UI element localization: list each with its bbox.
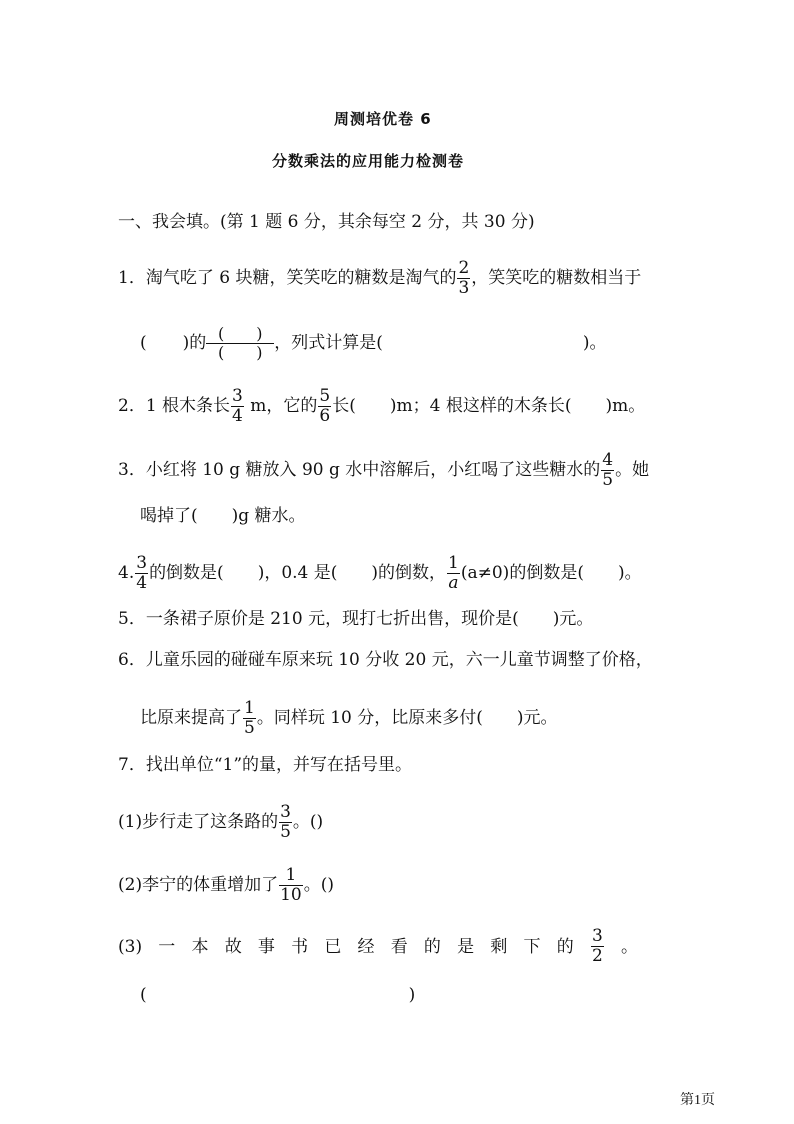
q6-frac-den: 5 (244, 718, 255, 738)
question-5: 5．一条裙子原价是 210 元，现打七折出售，现价是( )元。 (118, 609, 594, 629)
q7-s3-end: 。 (620, 936, 638, 957)
q2-f2-num: 5 (319, 386, 331, 406)
question-7-sub-3-answer[interactable] (140, 985, 415, 1005)
q3-text-b: 。她 (615, 460, 650, 480)
q7-s3-char: 下 (523, 936, 541, 957)
q7-s1-end: 。() (292, 812, 324, 832)
q4-fraction-2 (447, 554, 460, 593)
q6-fraction (243, 699, 256, 738)
q1-fraction (457, 259, 470, 298)
q3-text-a: 3．小红将 10 g 糖放入 90 g 水中溶解后，小红喝了这些糖水的 (118, 460, 601, 480)
q6-frac-num: 1 (244, 698, 255, 718)
q3-frac-num: 4 (602, 450, 614, 470)
q1-blank-fraction[interactable] (206, 325, 274, 362)
q3-frac-den: 5 (602, 470, 614, 490)
question-7-heading: 7．找出单位“1”的量，并写在括号里。 (118, 755, 413, 775)
q4-text-a: 的倒数是( )，0.4 是( )的倒数， (149, 563, 447, 583)
q7-s2-num: 1 (279, 866, 303, 886)
q7-s2-end: 。() (303, 875, 334, 895)
q7-s2-den: 10 (280, 885, 302, 905)
q7-s1-den: 5 (280, 822, 291, 842)
question-6-line-1: 6．儿童乐园的碰碰车原来玩 10 分收 20 元，六一儿童节调整了价格， (118, 650, 653, 670)
q6-text-a: 比原来提高了 (140, 708, 242, 728)
q7-s3-char: 的 (423, 936, 441, 957)
q7-s3-char: 书 (291, 936, 309, 957)
q7-s3-open-paren: ( (140, 985, 147, 1005)
question-4 (118, 554, 642, 593)
q4-f1-den: 4 (136, 573, 148, 593)
question-1-line-2 (140, 325, 607, 362)
q7-s3-char: 事 (257, 936, 275, 957)
q2-fraction-1 (231, 387, 244, 426)
q4-f1-num: 3 (136, 553, 148, 573)
q4-f2-den: a (448, 573, 459, 593)
q2-f2-den: 6 (319, 406, 331, 426)
page-title: 周测培优卷 6 (334, 110, 432, 128)
page-number: 第1页 (680, 1093, 715, 1108)
q2-f1-num: 3 (232, 386, 243, 406)
q7-s2-text: (2)李宁的体重增加了 (118, 875, 279, 895)
section-heading: 一、我会填。(第 1 题 6 分，其余每空 2 分，共 30 分) (118, 212, 535, 232)
q1-line2-mid: ，列式计算是( (274, 333, 383, 353)
q4-fraction-1 (135, 554, 148, 593)
q7-s1-fraction (279, 803, 292, 842)
q7-s2-fraction (279, 866, 303, 905)
q2-text-a: 2．1 根木条长 (118, 396, 231, 416)
question-2 (118, 387, 645, 426)
q1-text-b: ，笑笑吃的糖数相当于 (471, 268, 642, 288)
q4-prefix: 4. (118, 563, 135, 583)
question-1-line-1 (118, 259, 641, 298)
q7-s3-fraction (591, 927, 604, 966)
q7-s3-char: 本 (191, 936, 209, 957)
q7-s3-char: 是 (457, 936, 475, 957)
q7-s3-char: 的 (556, 936, 574, 957)
q7-s1-text: (1)步行走了这条路的 (118, 812, 279, 832)
q7-s3-char: 一 (158, 936, 176, 957)
question-3-line-1 (118, 451, 649, 490)
q1-frac-num: 2 (458, 258, 470, 278)
q7-s3-char: 剩 (490, 936, 508, 957)
q6-text-b: 。同样玩 10 分，比原来多付( )元。 (256, 708, 558, 728)
q7-s3-den: 2 (591, 946, 603, 966)
q1-blank-den: ( ) (218, 343, 263, 362)
page-subtitle: 分数乘法的应用能力检测卷 (272, 152, 465, 170)
question-7-sub-3 (118, 927, 638, 966)
q1-line2-end: )。 (582, 333, 607, 353)
q7-s1-num: 3 (280, 802, 291, 822)
question-7-sub-2 (118, 866, 334, 905)
q7-s3-char: (3) (118, 936, 143, 957)
q2-text-c: 长( )m；4 根这样的木条长( )m。 (332, 396, 646, 416)
q2-f1-den: 4 (232, 406, 243, 426)
q7-s3-num: 3 (591, 926, 603, 946)
question-6-line-2 (140, 699, 558, 738)
q7-s3-char: 看 (390, 936, 408, 957)
q7-s3-close-paren: ) (408, 985, 416, 1005)
q7-s3-char: 故 (224, 936, 242, 957)
q7-s3-char: 已 (324, 936, 342, 957)
question-3-line-2: 喝掉了( )g 糖水。 (140, 506, 306, 526)
question-7-sub-1 (118, 803, 323, 842)
q4-f2-num: 1 (448, 553, 459, 573)
q1-blank-num: ( ) (206, 325, 274, 344)
q3-fraction (601, 451, 614, 490)
q2-fraction-2 (318, 387, 331, 426)
q1-open-paren: ( (140, 333, 147, 353)
q1-close-de: )的 (182, 333, 207, 353)
q1-frac-den: 3 (458, 278, 470, 298)
q1-text-a: 1．淘气吃了 6 块糖，笑笑吃的糖数是淘气的 (118, 268, 457, 288)
q4-text-b: (a≠0)的倒数是( )。 (460, 563, 642, 583)
q7-s3-char: 经 (357, 936, 375, 957)
q2-text-b: m，它的 (244, 396, 318, 416)
